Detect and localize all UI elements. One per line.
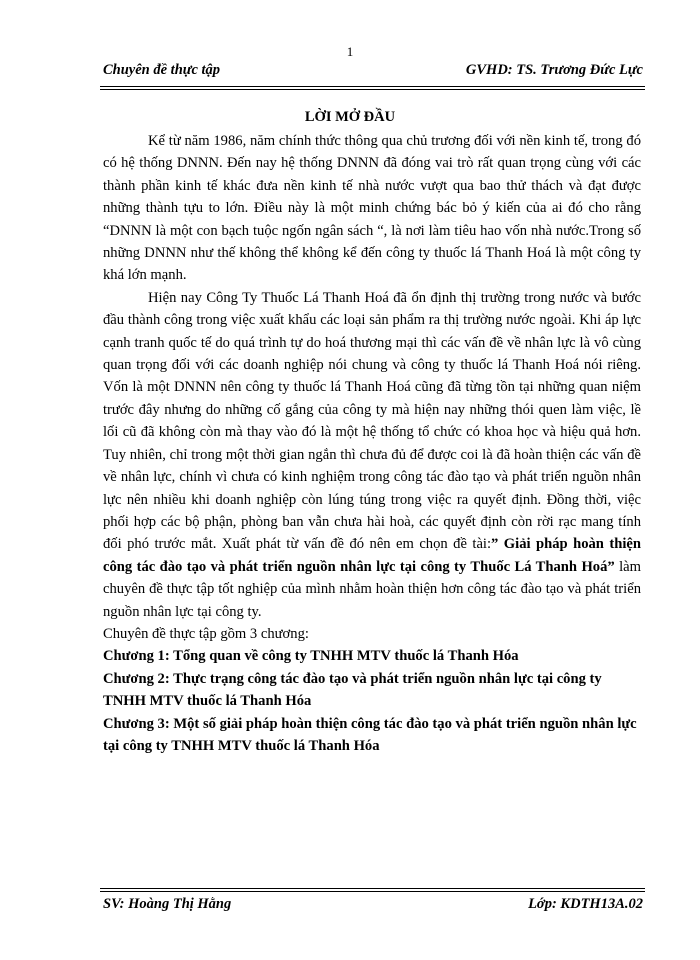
intro-paragraph-1: Kể từ năm 1986, năm chính thức thông qua chủ trương đối với nền kinh tế, trong đó có hệ thống DNNN. Đến nay hệ thống DNNN đã đóng vai trò rất quan trọng cùng với các thành phần kinh tế khác đưa nền kinh tế nhà nước vượt qua bao thử thách và đạt được những thành tựu to lớn. Điều này là một minh chứng bác bỏ ý kiến của ai đó cho rằng “DNNN là một con bạch tuộc ngốn ngân sách “, là nơi làm tiêu hao vốn nhà nước.Trong số những DNNN như thế không thể không kể đến công ty thuốc lá Thanh Hoá là một công ty khá lớn mạnh. bbox=[103, 133, 641, 284]
thesis-topic: ” Giải pháp hoàn thiện công tác đào tạo và phát triển nguồn nhân lực tại công ty Thuốc Lá Thanh Hoá” bbox=[103, 536, 641, 575]
page-header bbox=[103, 62, 643, 84]
footer-student: SV: Hoàng Thị Hằng bbox=[103, 896, 232, 912]
chapter-intro: Chuyên đề thực tập gồm 3 chương: bbox=[103, 625, 309, 642]
page-footer bbox=[103, 896, 643, 918]
header-document-type: Chuyên đề thực tập bbox=[103, 62, 221, 78]
document-body bbox=[103, 130, 641, 757]
paragraph-2-start: Hiện nay Công Ty Thuốc Lá Thanh Hoá đã ổn định thị trường trong nước và bước đầu thành công trong việc xuất khẩu các loại sản phẩm ra thị trường nước ngoài. Khi áp lực cạnh tranh quốc tế do quá trình tự do hoá thương mại thì các vấn đề về nhân lực là vô cùng quan trọng đối với các doanh nghiệp nói chung và công ty thuốc lá Thanh Hoá nói riêng. Vốn là một DNNN nên công ty thuốc lá Thanh Hoá cũng đã từng tồn tại những quan niệm trước đây nhưng do những cố gắng của công ty mà hiện nay những thói quen làm việc, lề lối cũ đã không còn mà thay vào đó là một hệ thống tổ chức có khoa học và hiệu quả hơn. Tuy nhiên, chỉ trong một thời gian ngắn thì chưa đủ để được coi là đã hoàn thiện các vấn đề về nhân lực, chính vì chưa có kinh nghiệm trong công tác đào tạo và phát triển nguồn nhân lực nên nhiều khi doanh nghiệp còn lúng túng trong việc ra quyết định. Đồng thời, việc phối hợp các bộ phận, phòng ban vẫn chưa hài hoà, các quyết định còn rời rạc mang tính đối phó trước mắt. Xuất phát từ vấn đề đó nên em chọn đề tài: bbox=[103, 289, 641, 553]
footer-class: Lớp: KDTH13A.02 bbox=[528, 896, 643, 912]
chapter-3: Chương 3: Một số giải pháp hoàn thiện công tác đào tạo và phát triển nguồn nhân lực tại công ty TNHH MTV thuốc lá Thanh Hóa bbox=[103, 715, 637, 754]
page-number: 1 bbox=[346, 44, 354, 59]
page-title: LỜI MỞ ĐẦU bbox=[304, 109, 396, 125]
footer-divider bbox=[100, 888, 645, 892]
chapter-1: Chương 1: Tổng quan về công ty TNHH MTV thuốc lá Thanh Hóa bbox=[103, 648, 519, 665]
paragraph-2-end: làm chuyên đề thực tập tốt nghiệp của mình nhằm hoàn thiện hơn công tác đào tạo và phát triển nguồn nhân lực tại công ty. bbox=[103, 558, 641, 620]
header-divider bbox=[100, 86, 645, 90]
intro-paragraph-2 bbox=[103, 287, 641, 623]
header-supervisor: GVHD: TS. Trương Đức Lực bbox=[465, 62, 643, 78]
chapter-2: Chương 2: Thực trạng công tác đào tạo và phát triển nguồn nhân lực tại công ty TNHH MTV thuốc lá Thanh Hóa bbox=[103, 670, 602, 710]
